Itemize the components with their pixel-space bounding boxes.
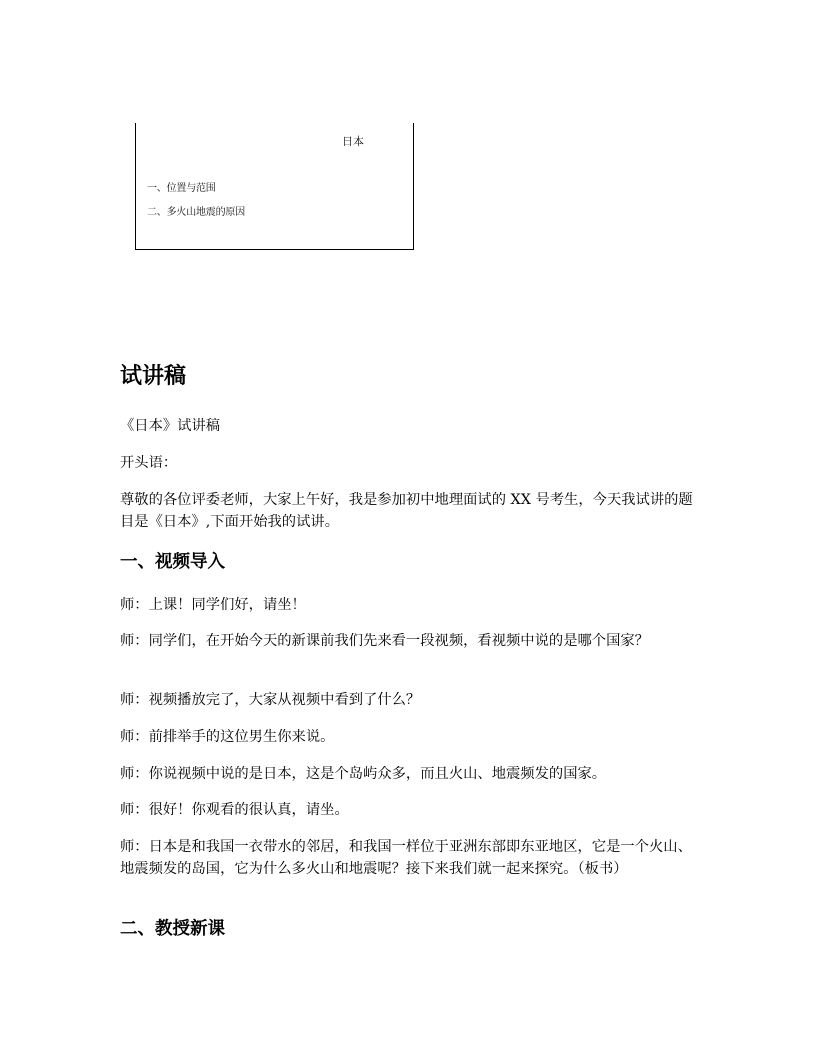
dialogue-paragraph: 师：前排举手的这位男生你来说。 [120,729,335,745]
section-heading-new-lesson: 二、教授新课 [120,919,225,939]
dialogue-paragraph: 师：上课！同学们好，请坐！ [120,597,306,613]
dialogue-paragraph: 师：视频播放完了，大家从视频中看到了什么？ [120,692,421,708]
blackboard-layout-box [135,123,414,250]
dialogue-paragraph: 师：同学们，在开始今天的新课前我们先来看一段视频，看视频中说的是哪个国家？ [120,633,649,649]
board-item-location: 一、位置与范围 [147,183,216,194]
board-item-volcano-cause: 二、多火山地震的原因 [147,207,245,218]
dialogue-paragraph: 师：你说视频中说的是日本，这是个岛屿众多，而且火山、地震频发的国家。 [120,766,607,782]
board-title: 日本 [342,135,364,148]
opening-text: 尊敬的各位评委老师，大家上午好，我是参加初中地理面试的 XX 号考生，今天我试讲的题目是《日本》,下面开始我的试讲。 [120,492,693,530]
opening-label: 开头语： [120,455,178,471]
dialogue-paragraph: 师：日本是和我国一衣带水的邻居，和我国一样位于亚洲东部即东亚地区，它是一个火山、地震频发的岛国，它为什么多火山和地震呢？接下来我们就一起来探究。（板书） [120,839,692,877]
script-subtitle: 《日本》试讲稿 [120,418,221,434]
section-heading-video-intro: 一、视频导入 [120,552,225,572]
dialogue-paragraph: 师：很好！你观看的很认真，请坐。 [120,802,349,818]
document-title: 试讲稿 [120,364,187,389]
